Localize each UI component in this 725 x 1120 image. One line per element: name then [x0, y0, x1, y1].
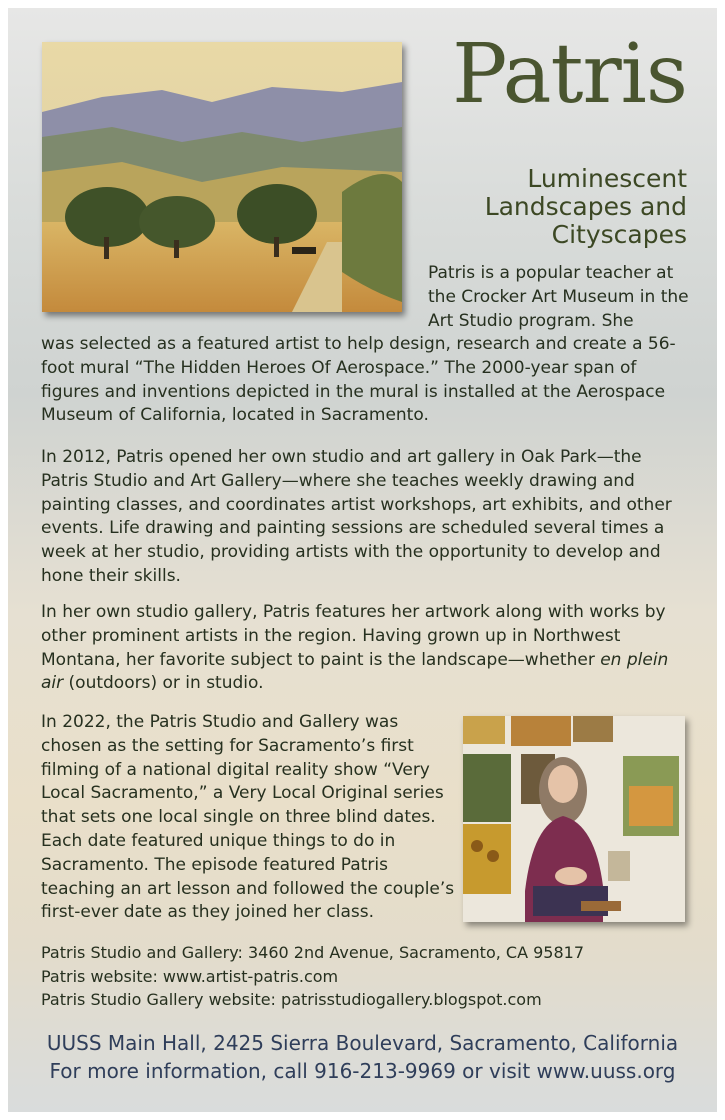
poster — [8, 8, 717, 1112]
contact-website: Patris website: www.artist-patris.com — [41, 966, 339, 986]
paragraph-gallery-italic: en plein air — [41, 649, 669, 694]
subtitle — [407, 165, 687, 249]
landscape-painting — [42, 42, 402, 312]
artist-photo — [463, 716, 685, 922]
paragraph-tv-show: In 2022, the Patris Studio and Gallery was chosen as the setting for Sacramento’s first filming of a national digital reality show “Very Local Sacramento,” a Very Local Original series that sets one local single on three blind dates. Each date featured unique things to do in Sacramento. The episode featured Patris teaching an art lesson and followed the couple’s first-ever date as they joined her class. — [41, 712, 455, 923]
paragraph-gallery-start: In her own studio gallery, Patris features her artwork along with works by other prominent artists in the region. Having grown up in Northwest Montana, her favorite subject to paint is the landscape—whether — [41, 602, 666, 670]
subtitle-line: Cityscapes — [551, 220, 687, 249]
paragraph-mural: was selected as a featured artist to help design, research and create a 56-foot mural “The Hidden Heroes Of Aerospace.” The 2000-year span of figures and inventions depicted in the mural is installed at the Aerospace Museum of California, located in Sacramento. — [41, 334, 676, 426]
paragraph-studio: In 2012, Patris opened her own studio and art gallery in Oak Park—the Patris Studio and Art Gallery—where she teaches weekly drawing and painting classes, and coordinates artist workshops, art exhibits, and other events. Life drawing and painting sessions are scheduled several times a week at her studio, providing artists with the opportunity to develop and hone their skills. — [41, 447, 672, 586]
contact-gallery-website: Patris Studio Gallery website: patrisstudiogallery.blogspot.com — [41, 990, 542, 1009]
paragraph-gallery-end: (outdoors) or in studio. — [63, 673, 264, 694]
footer — [8, 1029, 717, 1085]
paragraph-gallery — [41, 601, 691, 696]
subtitle-line: Luminescent — [527, 164, 687, 193]
subtitle-line: Landscapes and — [484, 192, 687, 221]
intro-text: Patris is a popular teacher at the Crocker Art Museum in the Art Studio program. She — [428, 263, 689, 331]
footer-venue: UUSS Main Hall, 2425 Sierra Boulevard, Sacramento, California — [46, 1031, 679, 1055]
footer-info: For more information, call 916-213-9969 or visit www.uuss.org — [49, 1059, 676, 1083]
page-title: Patris — [452, 27, 687, 122]
contact-address: Patris Studio and Gallery: 3460 2nd Avenue, Sacramento, CA 95817 — [41, 943, 585, 962]
contact-info — [41, 941, 691, 1012]
